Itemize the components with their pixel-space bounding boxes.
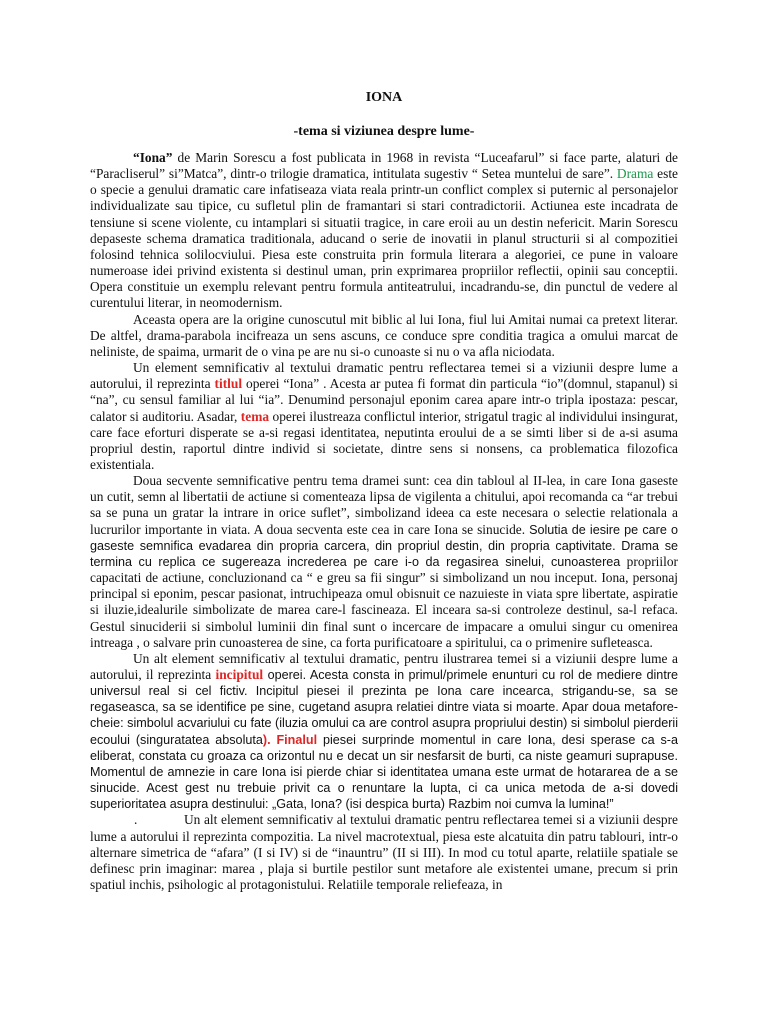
paragraph-2: Aceasta opera are la origine cunoscutul mit biblic al lui Iona, fiul lui Amitai numai ca pretext literar. De altfel, drama-parabola incifreaza un sens ascuns, ce conduce spre conditia tragica a omului marcat de neliniste, de spaima, urmarit de o vina pe are nu si-o cunoaste si nu o va afla niciodata. [90,311,678,359]
document-title: IONA [365,90,403,105]
paragraph-5-text-a: Un alt element semnificativ al textului dramatic, pentru ilustrarea temei si a viziunii despre lume a autorului, il reprezinta [90,650,678,682]
paragraph-3-text-a: Un element semnificativ al textului dramatic pentru reflectarea temei si a viziunii despre lume a autorului, il reprezinta [90,360,678,392]
highlight-titlul: titlul [214,376,243,392]
paragraph-5 [90,651,678,813]
document-subtitle: -tema si viziunea despre lume- [293,124,475,139]
paragraph-6 [90,812,678,893]
highlight-incipitul: incipitul [215,667,264,682]
paragraph-5-text-b: operei. [263,668,310,682]
paragraph-5-text-d: piesei surprinde momentul in care Iona, desi sperase ca s-a eliberat, constata cu groaza ca orizontul nu e decat un sir nesfarsit de burti, ca niste geamuri suprapuse. Momentul de amnezie in care Iona isi pierde chiar si identitatea umana este urmat de hotararea de a se sinucide. Acest gest nu trebuie privit ca o renuntare la lupta, ci ca unica metoda de a-si dovedi superioritatea asupra destinului: „Gata, Iona? (isi despica burta) Razbim noi cumva la lumina!” [90,732,678,812]
paragraph-4-text-b: Solutia de iesire pe care o gaseste semnifica evadarea din propria carcera, din propriul destin, din propria captivitate. Drama se termina cu replica ce sugereaza increderea pe care i-o da regasirea sinelui, cunoasterea [90,522,678,569]
paragraph-6-dot: . [134,812,138,828]
paragraph-5-text-c: Acesta consta in primul/primele enunturi cu rol de mediere dintre universul real si cel fictiv. Incipitul piesei il prezinta pe Iona care incearca, strigandu-se, sa se regaseasca, sa se identifice pe sine, cugetand asupra relatiei dintre viata si moarte. Apar doua metafore-cheie: simbolul acvariului cu fate (iluzia omului ca are control asupra propriului destin) si simbolul pierderii ecoului (singuratatea absoluta [90,668,679,747]
paragraph-3-text-b: operei “Iona” . Acesta ar putea fi format din particula “io”(domnul, stapanul) si “na”, cu sensul familiar al lui “ia”. Denumind personajul eponim carea apare intr-o tripla ipostaza: pescar, calator si auditoriu. Asadar, [90,376,679,424]
highlight-tema: tema [240,408,270,424]
paragraph-1 [90,150,678,312]
paragraph-1-text-a: de Marin Sorescu a fost publicata in 1968 in revista “Luceafarul” si face parte, alaturi de “Paracliserul” si”Matca”, dintr-o trilogie dramatica, intitulata sugestiv “ Setea muntelui de sare”. [90,150,678,182]
paragraph-3 [90,360,678,473]
paragraph-4-text-a: Doua secvente semnificative pentru tema dramei sunt: cea din tabloul al II-lea, in care Iona gaseste un cutit, semn al libertatii de actiune si comenteaza lipsa de vigilenta a chitului, apoi recomanda ca “ar trebui sa se puna un gratar la intrare in orice suflet”, simbolizand ideea ca este necesara o selectie relationala a lucrurilor importante in viata. A doua secventa este cea in care Iona se sinucide. [90,473,678,537]
paragraph-3-text-c: operei ilustreaza conflictul interior, strigatul tragic al individului insingurat, care face eforturi disperate se a-si regasi identitatea, neputinta eroului de a se simti liber si de a-si asuma propriul destin, raportul dintre individ si societate, dintre sens si nonsens, ca problematica filozofica existentiala. [90,408,678,472]
paragraph-1-text-b: este o specie a genului dramatic care infatiseaza viata reala printr-un conflict complex si puternic al personajelor individualizate sau tipice, cu sufletul plin de framantari si stari contradictorii. Actiunea este incadrata de tensiune si scene violente, cu intamplari si situatii tragice, in care eroii au un destin nefericit. Marin Sorescu depaseste schema dramatica traditionala, aducand o serie de inovatii in planul structurii si al compozitiei folosind tehnica solilocviului. Piesa este construita prin formula literara a alegoriei, ce pune in valoare numeroase idei privind existenta si destinul uman, prin exprimarea propriilor reflectii, opinii sau conceptii. Opera constituie un exemplu relevant pentru formula antiteatrului, incadrandu-se, din punctul de vedere al curentului literar, in neomodernism. [90,166,678,311]
document-body [90,150,678,893]
paragraph-6-text: Un alt element semnificativ al textului dramatic pentru reflectarea temei si a viziunii despre lume a autorului il reprezinta compozitia. La nivel macrotextual, piesa este alcatuita din patru tablouri, intr-o alternare simetrica de “afara” (I si IV) si de “inauntru” (II si III). In mod cu totul aparte, relatiile spatiale se definesc prin imaginar: marea , plaja si burtile pestilor sunt metafore ale existentei umane, precum si prin spatiul inchis, psihologic al protagonistului. Relatiile temporale reliefeaza, in [90,812,678,893]
highlight-finalul: ). Finalul [262,732,318,747]
title-quote: “Iona” [133,150,173,165]
paragraph-4-text-c: propriilor capacitati de actiune, concluzionand ca “ e greu sa fii singur” si simbolizand un nou inceput. Iona, personaj principal si eponim, pescar pasionat, intruchipeaza omul obisnuit ce nazuieste in viata spre libertate, aspiratie si iluzie,idealurile simbolizate de marea care-l fascineaza. El inceara sa-si controleze destinul, sa-l refaca. Gestul sinuciderii si simbolul luminii din final sunt o incercare de impacare a omului singur cu omenirea intreaga , o salvare prin cunoasterea de sine, ca forta purificatoare a spiritului, ca o primenire sufleteasca. [90,553,678,650]
paragraph-4 [90,473,678,651]
highlight-drama: Drama [616,166,654,182]
